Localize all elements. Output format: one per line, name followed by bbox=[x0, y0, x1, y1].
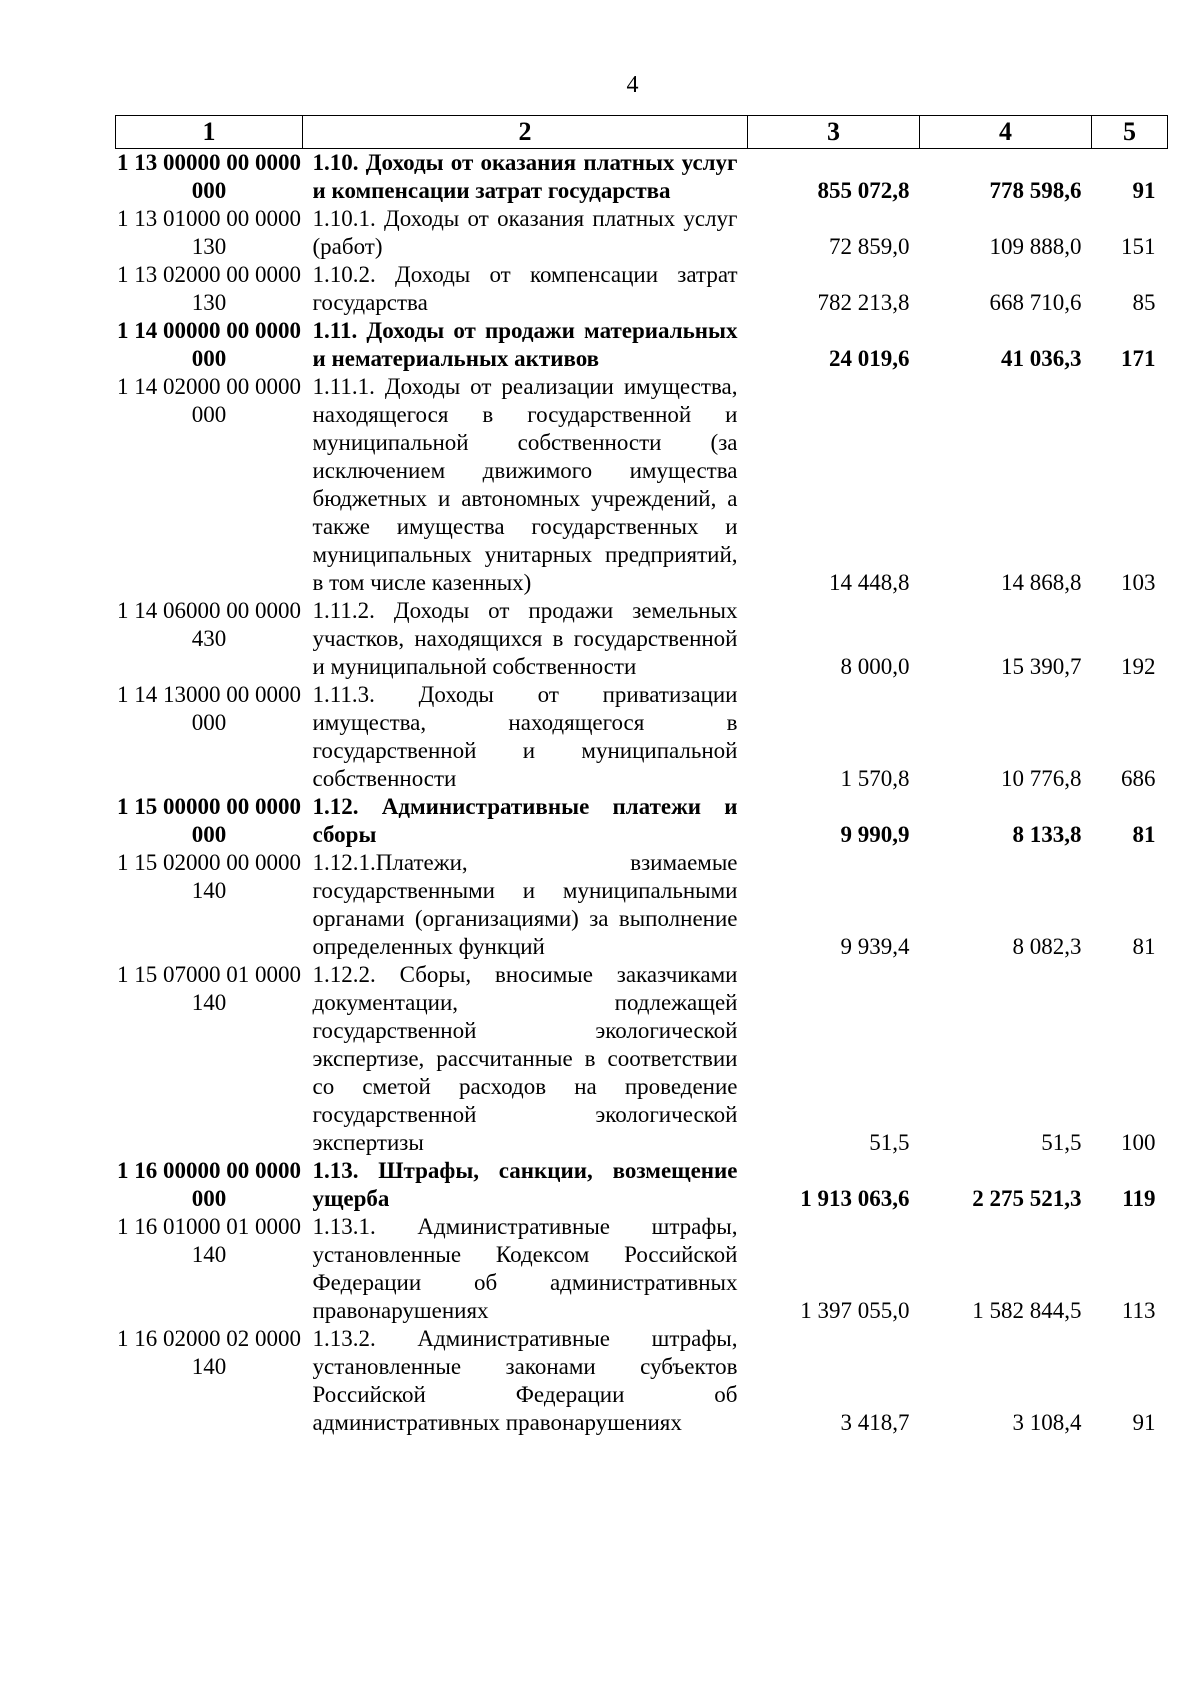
planned-amount-cell: 8 000,0 bbox=[840, 654, 910, 679]
percent-cell: 100 bbox=[1121, 1130, 1156, 1155]
actual-amount-cell: 10 776,8 bbox=[1001, 766, 1082, 791]
actual-amount-cell: 15 390,7 bbox=[1001, 654, 1082, 679]
budget-code-cell: 1 13 02000 00 0000 130 bbox=[117, 262, 301, 315]
table-row bbox=[116, 205, 1168, 261]
income-name-cell: 1.12.1.Платежи, взимаемые государственными и муниципальными органами (организациями) за выполнение определенных функций bbox=[312, 850, 738, 959]
planned-amount-cell: 1 913 063,6 bbox=[800, 1186, 910, 1211]
percent-cell: 686 bbox=[1121, 766, 1156, 791]
percent-cell: 192 bbox=[1121, 654, 1156, 679]
budget-code-cell: 1 14 06000 00 0000 430 bbox=[117, 598, 301, 651]
income-name-cell: 1.12.2. Сборы, вносимые заказчиками документации, подлежащей государственной экологической экспертизе, рассчитанные в соответствии со сметой расходов на проведение государственной экологической экспертизы bbox=[312, 962, 738, 1155]
income-name-cell: 1.11.3. Доходы от приватизации имущества, находящегося в государственной и муниципальной собственности bbox=[312, 682, 738, 791]
income-name-cell: 1.10.2. Доходы от компенсации затрат государства bbox=[312, 262, 738, 315]
table-row bbox=[116, 793, 1168, 849]
page-number: 4 bbox=[626, 72, 639, 98]
actual-amount-cell: 2 275 521,3 bbox=[972, 1186, 1082, 1211]
table-row bbox=[116, 597, 1168, 681]
budget-code-cell: 1 16 01000 01 0000 140 bbox=[117, 1214, 301, 1267]
table-row bbox=[116, 1325, 1168, 1437]
table-row bbox=[116, 1213, 1168, 1325]
percent-cell: 91 bbox=[1132, 178, 1156, 203]
percent-cell: 85 bbox=[1132, 290, 1156, 315]
table-row bbox=[116, 261, 1168, 317]
table-row bbox=[116, 373, 1168, 597]
percent-cell: 171 bbox=[1121, 346, 1156, 371]
income-name-cell: 1.11. Доходы от продажи материальных и нематериальных активов bbox=[312, 318, 738, 371]
header-col-5: 5 bbox=[1092, 116, 1168, 149]
table-header-row bbox=[116, 116, 1168, 149]
planned-amount-cell: 782 213,8 bbox=[817, 290, 910, 315]
budget-code-cell: 1 15 02000 00 0000 140 bbox=[117, 850, 301, 903]
table-row bbox=[116, 1157, 1168, 1213]
budget-code-cell: 1 14 13000 00 0000 000 bbox=[117, 682, 301, 735]
table-row bbox=[116, 961, 1168, 1157]
actual-amount-cell: 14 868,8 bbox=[1001, 570, 1082, 595]
actual-amount-cell: 41 036,3 bbox=[1001, 346, 1082, 371]
table-row bbox=[116, 149, 1168, 206]
income-name-cell: 1.11.2. Доходы от продажи земельных участков, находящихся в государственной и муниципальной собственности bbox=[312, 598, 738, 679]
actual-amount-cell: 778 598,6 bbox=[989, 178, 1082, 203]
planned-amount-cell: 3 418,7 bbox=[840, 1410, 910, 1435]
actual-amount-cell: 668 710,6 bbox=[989, 290, 1082, 315]
table-row bbox=[116, 849, 1168, 961]
planned-amount-cell: 14 448,8 bbox=[829, 570, 910, 595]
planned-amount-cell: 1 397 055,0 bbox=[800, 1298, 910, 1323]
revenue-table bbox=[115, 115, 1168, 1437]
actual-amount-cell: 3 108,4 bbox=[1012, 1410, 1082, 1435]
planned-amount-cell: 24 019,6 bbox=[829, 346, 910, 371]
income-name-cell: 1.11.1. Доходы от реализации имущества, находящегося в государственной и муниципальной собственности (за исключением движимого имущества бюджетных и автономных учреждений, а также имущества государственных и муниципальных унитарных предприятий, в том числе казенных) bbox=[312, 374, 738, 595]
actual-amount-cell: 8 082,3 bbox=[1012, 934, 1082, 959]
table-row bbox=[116, 317, 1168, 373]
planned-amount-cell: 9 990,9 bbox=[840, 822, 910, 847]
percent-cell: 81 bbox=[1132, 822, 1156, 847]
budget-code-cell: 1 15 07000 01 0000 140 bbox=[117, 962, 301, 1015]
actual-amount-cell: 109 888,0 bbox=[989, 234, 1082, 259]
percent-cell: 91 bbox=[1132, 1410, 1156, 1435]
percent-cell: 103 bbox=[1121, 570, 1156, 595]
planned-amount-cell: 72 859,0 bbox=[829, 234, 910, 259]
header-col-4: 4 bbox=[920, 116, 1092, 149]
percent-cell: 81 bbox=[1132, 934, 1156, 959]
header-col-1: 1 bbox=[116, 116, 303, 149]
income-name-cell: 1.10. Доходы от оказания платных услуг и компенсации затрат государства bbox=[312, 150, 738, 203]
income-name-cell: 1.10.1. Доходы от оказания платных услуг (работ) bbox=[312, 206, 738, 259]
budget-code-cell: 1 16 00000 00 0000 000 bbox=[117, 1158, 301, 1211]
planned-amount-cell: 1 570,8 bbox=[840, 766, 910, 791]
percent-cell: 119 bbox=[1122, 1186, 1156, 1211]
budget-code-cell: 1 14 00000 00 0000 000 bbox=[117, 318, 301, 371]
actual-amount-cell: 51,5 bbox=[1041, 1130, 1082, 1155]
income-name-cell: 1.13.2. Административные штрафы, установленные законами субъектов Российской Федерации об административных правонарушениях bbox=[312, 1326, 738, 1435]
actual-amount-cell: 1 582 844,5 bbox=[972, 1298, 1082, 1323]
percent-cell: 113 bbox=[1121, 1298, 1156, 1323]
actual-amount-cell: 8 133,8 bbox=[1012, 822, 1082, 847]
budget-code-cell: 1 13 00000 00 0000 000 bbox=[117, 150, 301, 203]
planned-amount-cell: 51,5 bbox=[869, 1130, 910, 1155]
income-name-cell: 1.12. Административные платежи и сборы bbox=[312, 794, 738, 847]
planned-amount-cell: 9 939,4 bbox=[840, 934, 910, 959]
header-col-2: 2 bbox=[303, 116, 748, 149]
income-name-cell: 1.13. Штрафы, санкции, возмещение ущерба bbox=[312, 1158, 738, 1211]
budget-code-cell: 1 13 01000 00 0000 130 bbox=[117, 206, 301, 259]
budget-code-cell: 1 15 00000 00 0000 000 bbox=[117, 794, 301, 847]
percent-cell: 151 bbox=[1121, 234, 1156, 259]
header-col-3: 3 bbox=[748, 116, 920, 149]
table-body bbox=[116, 149, 1168, 1438]
table-row bbox=[116, 681, 1168, 793]
income-name-cell: 1.13.1. Административные штрафы, установленные Кодексом Российской Федерации об административных правонарушениях bbox=[312, 1214, 738, 1323]
budget-code-cell: 1 14 02000 00 0000 000 bbox=[117, 374, 301, 427]
budget-code-cell: 1 16 02000 02 0000 140 bbox=[117, 1326, 301, 1379]
planned-amount-cell: 855 072,8 bbox=[817, 178, 910, 203]
